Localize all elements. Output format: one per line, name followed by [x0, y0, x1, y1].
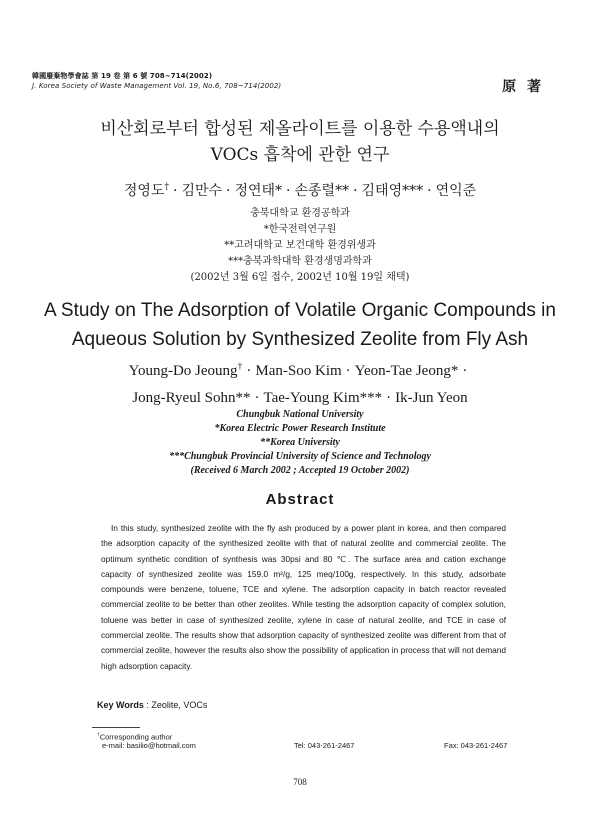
abstract-text: In this study, synthesized zeolite with the fly ash produced by a power plant in korea, and then compared the adsorption capacity of the synthesized zeolite with that of natural zeolite and commercial zeolite. The optimum synthetic condition of synthesis was 30psi and 80 ℃. The surface area and cation exchange capacity of synthesized zeolite was 159.0 m²/g, 125 meq/100g, respectively. In this study, adsorbate compounds were benzene, toluene, TCE and xylene. The adsorption capacity in batch reactor revealed commercial zeolite to be better than other zeolites. While testing the adsorption capacity of complex solution, toluene was better in case of synthesized zeolite, xylene in case of natural zeolite, and TCE in case of commercial zeolite. The results show that adsorption capacity of synthesized zeolite was different from that of commercial zeolite, however the results also show the possibility of application in process that will not demand high adsorption capacity. [101, 523, 506, 671]
separator: · [427, 183, 432, 199]
title-ko-line2: VOCs 흡착에 관한 연구 [210, 145, 390, 165]
separator: · [462, 363, 468, 379]
journal-citation-ko: 韓國廢棄物學會誌 第 19 卷 第 6 號 708~714(2002) [32, 72, 213, 80]
affiliations-en [0, 408, 600, 478]
separator: · [172, 183, 178, 199]
footnote-tel: Tel: 043-261-2467 [294, 741, 355, 750]
separator: · [353, 183, 358, 199]
author-ko-2: 김만수 [181, 183, 223, 199]
title-en-line1: A Study on The Adsorption of Volatile Organic Compounds in [44, 300, 556, 321]
footnote-mark: † [97, 733, 100, 738]
affiliation-en: ***Chungbuk Provincial University of Science and Technology [169, 451, 431, 462]
affiliation-ko: *한국전력연구원 [263, 224, 337, 235]
journal-citation-en: J. Korea Society of Waste Management Vol. 19, No.6, 708~714(2002) [32, 82, 282, 90]
author-ko-1: 정영도 [123, 183, 165, 199]
footnote-author-label: Corresponding author [99, 732, 173, 742]
corresponding-mark: † [237, 361, 243, 372]
page-number: 708 [293, 777, 307, 787]
footnote-divider [92, 727, 140, 728]
separator: · [254, 390, 260, 406]
keywords-label: Key Words [97, 700, 144, 710]
affiliation-ko: ***충북과학대학 환경생명과학과 [228, 256, 372, 267]
separator: · [246, 363, 252, 379]
title-en [0, 296, 600, 354]
author-ko-5: 김태영*** [361, 183, 424, 199]
separator: · [345, 363, 351, 379]
affiliation-en: *Korea Electric Power Research Institute [214, 423, 386, 434]
author-en-6: Ik-Jun Yeon [395, 390, 468, 406]
affiliation-en: **Korea University [260, 437, 340, 448]
keywords-value: : Zeolite, VOCs [143, 700, 208, 710]
affiliation-ko: **고려대학교 보건대학 환경위생과 [224, 240, 376, 251]
title-ko-line1: 비산회로부터 합성된 제올라이트를 이용한 수용액내의 [100, 119, 500, 139]
author-ko-3: 정연태* [234, 183, 283, 199]
article-type-badge: 原 著 [502, 79, 544, 95]
corresponding-mark: † [164, 182, 169, 193]
authors-en [0, 353, 600, 412]
separator: · [386, 390, 392, 406]
keywords [97, 700, 207, 710]
author-en-3: Yeon-Tae Jeong* [354, 363, 459, 379]
authors-ko [0, 180, 600, 200]
author-en-1: Young-Do Jeoung [128, 363, 238, 379]
author-ko-4: 손종렬** [294, 183, 350, 199]
separator: · [226, 183, 231, 199]
affiliation-ko: 충북대학교 환경공학과 [250, 208, 350, 219]
author-en-5: Tae-Young Kim*** [263, 390, 383, 406]
footnote-email: e-mail: basilio@hotmail.com [102, 741, 196, 750]
title-ko [0, 116, 600, 168]
footnote-fax: Fax: 043-261-2467 [444, 741, 508, 750]
author-en-2: Man-Soo Kim [255, 363, 342, 379]
received-dates-ko: (2002년 3월 6일 접수, 2002년 10월 19일 채택) [190, 272, 410, 283]
separator: · [286, 183, 291, 199]
affiliation-en: Chungbuk National University [236, 409, 364, 420]
affiliations-ko [0, 206, 600, 286]
received-dates-en: (Received 6 March 2002 ; Accepted 19 October 2002) [190, 465, 410, 476]
abstract-body [101, 521, 506, 674]
author-ko-6: 연익준 [435, 183, 477, 199]
abstract-heading: Abstract [265, 491, 335, 508]
author-en-4: Jong-Ryeul Sohn** [132, 390, 251, 406]
title-en-line2: Aqueous Solution by Synthesized Zeolite from Fly Ash [71, 329, 529, 350]
